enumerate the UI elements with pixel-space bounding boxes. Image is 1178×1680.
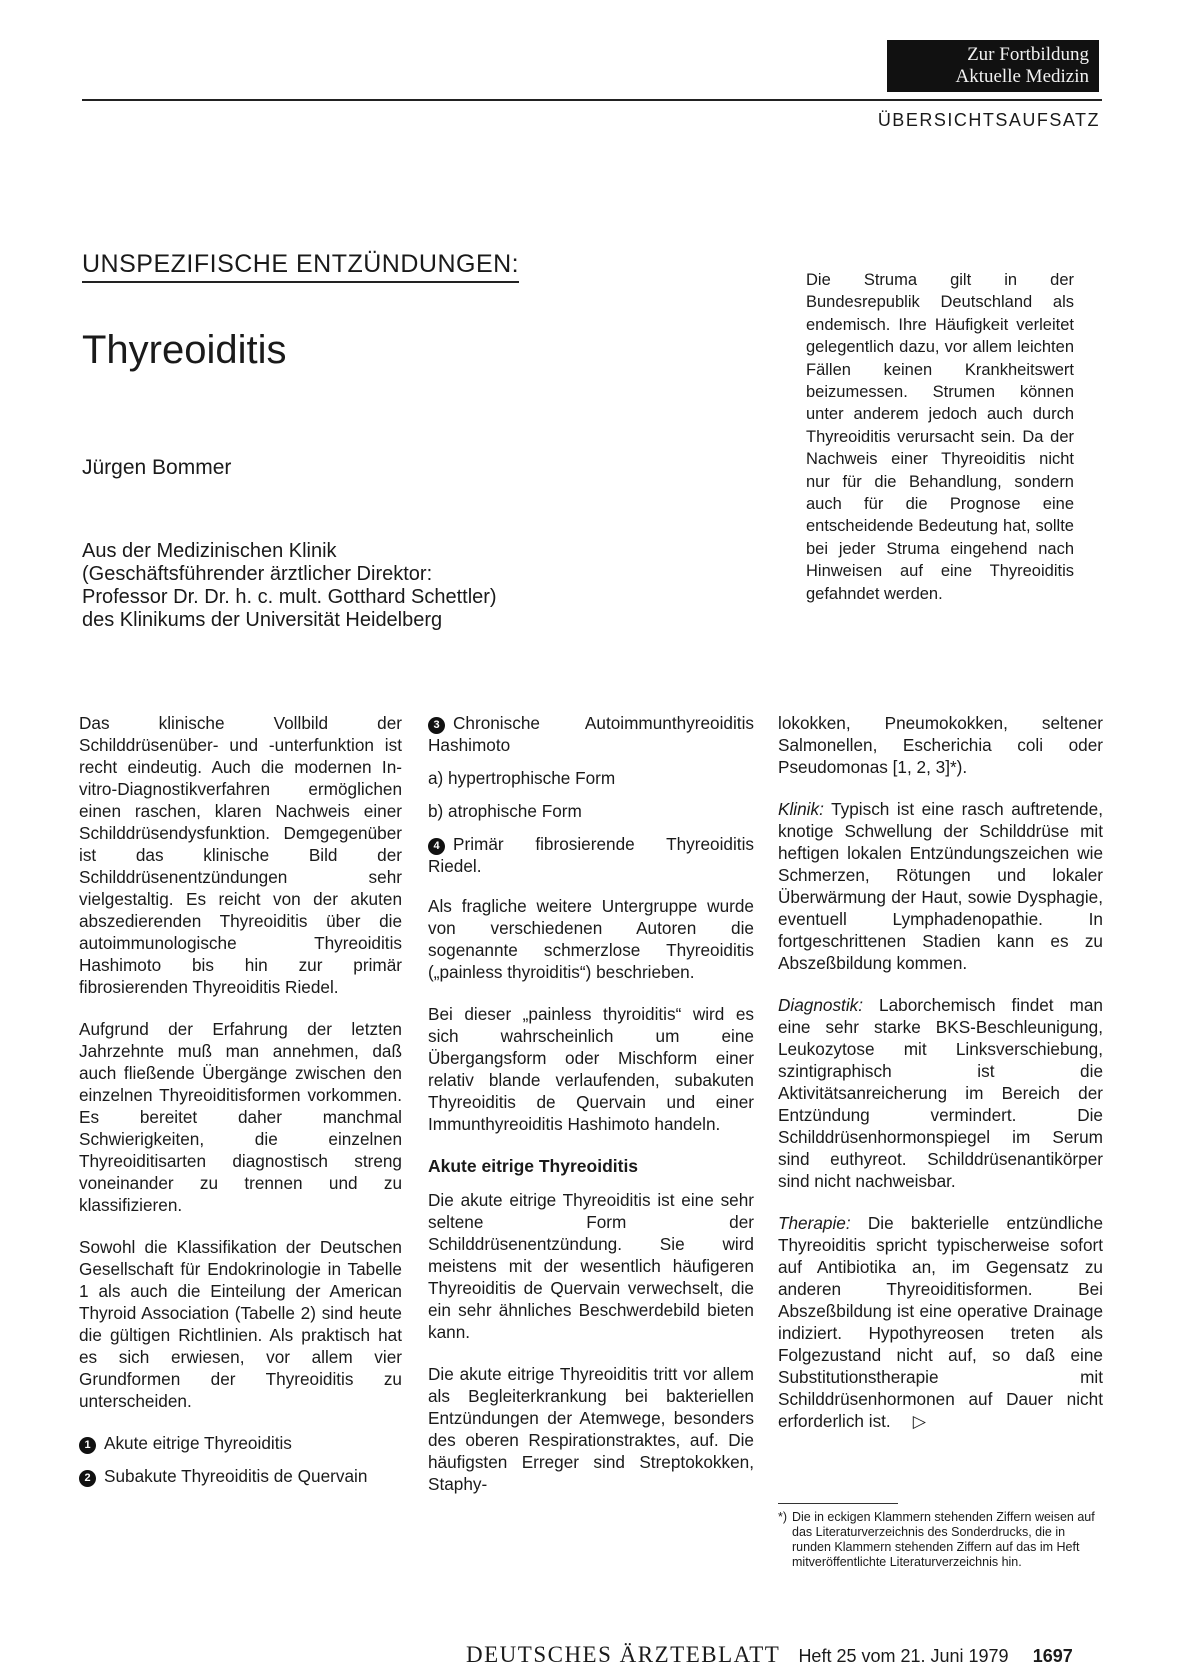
paragraph: lokokken, Pneumokokken, seltener Salmonellen, Escherichia coli oder Pseudomonas [1, 2, 3]*).: [778, 713, 1103, 777]
article-author: Jürgen Bommer: [82, 456, 232, 479]
continued-arrow-icon: ▷: [912, 1411, 926, 1431]
list-item-text: Primär fibrosierende Thyreoiditis Riedel.: [428, 834, 754, 876]
classification-list: [79, 1432, 402, 1487]
corner-line-2: Aktuelle Medizin: [955, 66, 1089, 87]
paragraph: [778, 1212, 1103, 1432]
run-in-label: Diagnostik:: [778, 995, 864, 1015]
corner-line-1: Zur Fortbildung: [967, 44, 1089, 65]
paragraph: [778, 798, 1103, 974]
list-item: [428, 712, 754, 756]
section-heading: Akute eitrige Thyreoiditis: [428, 1156, 639, 1176]
footnote-mark: *): [778, 1510, 788, 1524]
paragraph: [778, 994, 1103, 1192]
list-item: [79, 1432, 402, 1454]
paragraph: Die akute eitrige Thyreoiditis tritt vor allem als Begleiterkrankung bei bakteriellen Entzündungen der Atemwege, besonders des oberen Respirationstraktes, auf. Die häufigsten Erreger sind Streptokokken, Staphy-: [428, 1364, 754, 1494]
run-in-label: Klinik:: [778, 799, 824, 819]
list-subitem: a) hypertrophische Form: [428, 768, 616, 788]
affiliation-line: Aus der Medizinischen Klinik: [82, 540, 337, 562]
paragraph: Als fragliche weitere Untergruppe wurde von verschiedenen Autoren die sogenannte schmerzlose Thyreoiditis („painless thyroiditis“) beschrieben.: [428, 896, 754, 982]
article-kicker: UNSPEZIFISCHE ENTZÜNDUNGEN:: [82, 250, 519, 283]
run-in-label: Therapie:: [778, 1213, 851, 1233]
article-title: Thyreoiditis: [82, 328, 287, 372]
paragraph: Aufgrund der Erfahrung der letzten Jahrzehnte muß man annehmen, daß auch fließende Übergänge zwischen den einzelnen Thyreoiditisformen vorkommen. Es bereitet daher manchmal Schwierigkeiten, die einzelnen Thyreoiditisarten diagnostisch streng voneinander zu trennen und zu klassifizieren.: [79, 1019, 402, 1215]
paragraph-text: Laborchemisch findet man eine sehr starke BKS-Beschleunigung, Leukozytose mit Linksverschiebung, szintigraphisch ist die Aktivitätsanreicherung im Bereich der Entzündung vermindert. Die Schilddrüsenhormonspiegel im Serum sind euthyreot. Schilddrüsenantikörper sind nicht nachweisbar.: [778, 995, 1103, 1191]
footnote-body: [778, 1510, 1100, 1570]
text-column-3: [778, 712, 1103, 1452]
number-badge: 3: [428, 717, 445, 734]
paragraph: Sowohl die Klassifikation der Deutschen Gesellschaft für Endokrinologie in Tabelle 1 als auch die Einteilung der American Thyroid Association (Tabelle 2) sind heute die gültigen Richtlinien. Als praktisch hat es sich erwiesen, vor allem vier Grundformen der Thyreoiditis zu unterscheiden.: [79, 1237, 402, 1411]
paragraph: Das klinische Vollbild der Schilddrüsenüber- und -unterfunktion ist recht eindeutig. Auch die modernen In-vitro-Diagnostikverfahren ermöglichen einen raschen, klaren Nachweis einer Schilddrüsendysfunktion. Demgegenüber ist das klinische Bild der Schilddrüsenentzündungen sehr vielgestaltig. Es reicht von der akuten abszedierenden Thyreoiditis über die autoimmunologische Thyreoiditis Hashimoto bis hin zur primär fibrosierenden Thyreoiditis Riedel.: [79, 713, 402, 997]
paragraph-text: Typisch ist eine rasch auftretende, knotige Schwellung der Schilddrüse mit heftigen lokalen Entzündungszeichen wie Schmerzen, Rötungen und lokaler Überwärmung der Haut, sowie Dysphagie, eventuell Lymphadenopathie. In fortgeschrittenen Stadien kann es zu Abszeßbildung kommen.: [778, 799, 1103, 973]
number-badge: 4: [428, 838, 445, 855]
list-item-text: Subakute Thyreoiditis de Quervain: [104, 1466, 368, 1486]
section-corner-box: [887, 40, 1099, 92]
journal-name: DEUTSCHES ÄRZTEBLATT: [466, 1642, 781, 1667]
list-item-text: Akute eitrige Thyreoiditis: [104, 1433, 292, 1453]
page-footer: [466, 1642, 1073, 1668]
list-subitem: b) atrophische Form: [428, 801, 582, 821]
affiliation-line: (Geschäftsführender ärztlicher Direktor:: [82, 563, 433, 585]
paragraph: Die akute eitrige Thyreoiditis ist eine sehr seltene Form der Schilddrüsenentzündung. Sie wird meistens mit der wesentlich häufigeren Thyreoiditis de Quervain verwechselt, die ein sehr ähnliches Beschwerdebild bieten kann.: [428, 1190, 754, 1342]
number-badge: 2: [79, 1470, 96, 1487]
text-column-1: [79, 712, 402, 1498]
issue-info: Heft 25 vom 21. Juni 1979: [798, 1646, 1009, 1666]
header-rule: [82, 99, 1102, 101]
text-column-2: [428, 712, 754, 1515]
list-item: [428, 833, 754, 877]
paragraph: Bei dieser „painless thyroiditis“ wird es sich wahrscheinlich um eine Übergangsform oder Mischform einer relativ blande verlaufenden, subakuten Thyreoiditis de Quervain und einer Immunthyreoiditis Hashimoto handeln.: [428, 1004, 754, 1134]
author-affiliation: [82, 540, 497, 632]
classification-list-cont: [428, 712, 754, 877]
footnote-text: Die in eckigen Klammern stehenden Ziffern weisen auf das Literaturverzeichnis des Sonderdrucks, die in runden Klammern stehenden Ziffern auf das im Heft mitveröffentlichte Literaturverzeichnis hin.: [792, 1510, 1095, 1569]
number-badge: 1: [79, 1437, 96, 1454]
footnote-rule: [778, 1503, 898, 1504]
paragraph-text: Die bakterielle entzündliche Thyreoiditis spricht typischerweise sofort auf Antibiotika an, im Gegensatz zu anderen Thyreoiditisformen. Bei Abszeßbildung ist eine operative Drainage indiziert. Hypothyreosen treten als Folgezustand nicht auf, so daß eine Substitutionstherapie mit Schilddrüsenhormonen auf Dauer nicht erforderlich ist.: [778, 1213, 1103, 1431]
article-abstract: Die Struma gilt in der Bundesrepublik Deutschland als endemisch. Ihre Häufigkeit verleitet gelegentlich dazu, vor allem leichten Fällen keinen Krankheitswert beizumessen. Strumen können unter anderem jedoch auch durch Thyreoiditis verursacht sein. Da der Nachweis einer Thyreoiditis nicht nur für die Behandlung, sondern auch für die Prognose eine entscheidende Bedeutung hat, sollte bei jeder Struma eingehend nach Hinweisen auf eine Thyreoiditis gefahndet werden.: [806, 271, 1074, 603]
list-item-text: Chronische Autoimmunthyreoiditis Hashimoto: [428, 713, 754, 755]
list-item: [79, 1465, 402, 1487]
section-label: ÜBERSICHTSAUFSATZ: [877, 110, 1100, 130]
affiliation-line: des Klinikums der Universität Heidelberg: [82, 609, 443, 631]
affiliation-line: Professor Dr. Dr. h. c. mult. Gotthard Schettler): [82, 586, 497, 608]
footnote: [778, 1503, 1100, 1570]
page-number: 1697: [1032, 1646, 1073, 1666]
